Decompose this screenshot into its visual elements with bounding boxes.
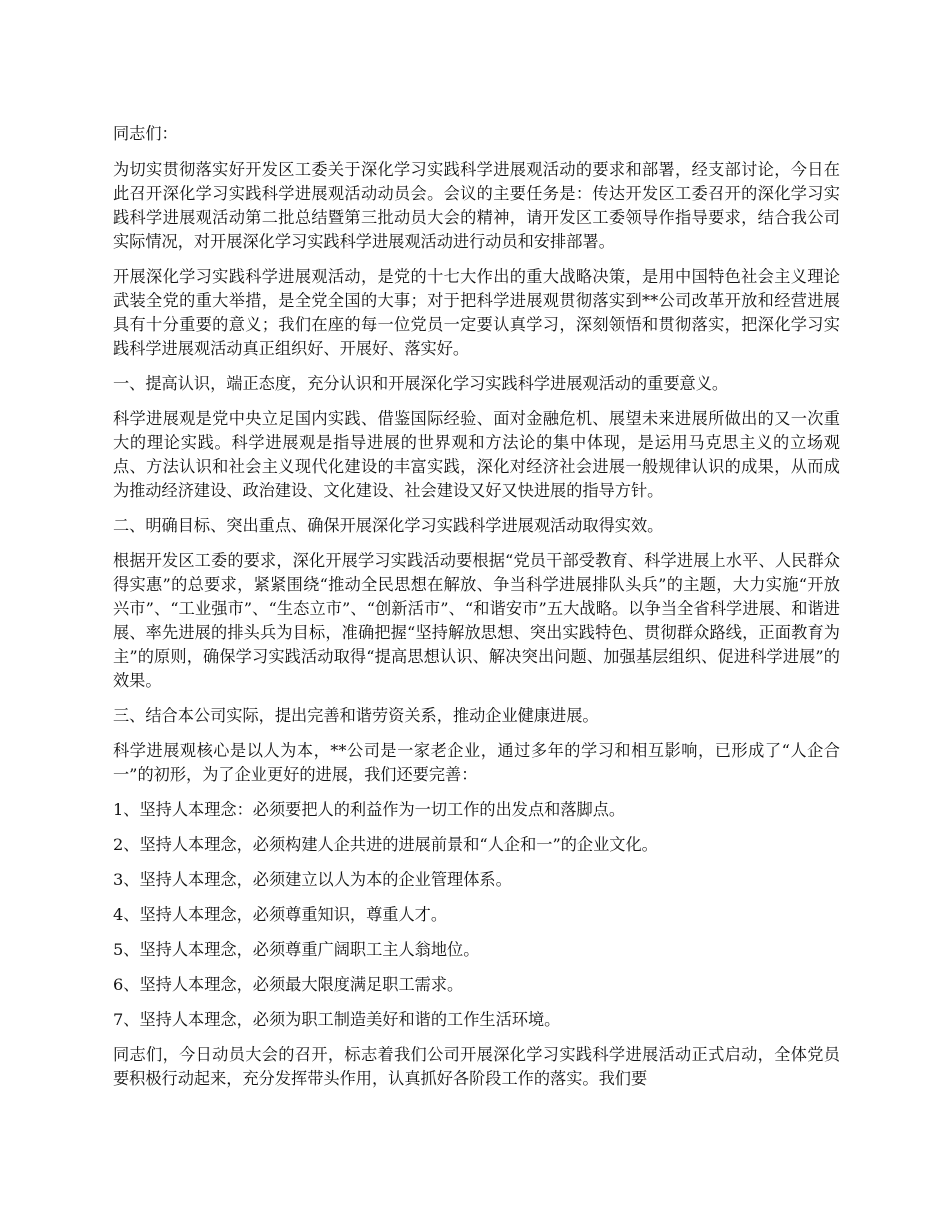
paragraph-intro: 为切实贯彻落实好开发区工委关于深化学习实践科学进展观活动的要求和部署，经支部讨论，今日在此召开深化学习实践科学进展观活动动员会。会议的主要任务是：传达开发区工委召开的深化学习实践科学进展观活动第二批总结暨第三批动员大会的精神，请开发区工委领导作指导要求，结合我公司实际情况，对开展深化学习实践科学进展观活动进行动员和安排部署。 (113, 160, 840, 251)
list-item: 4、坚持人本理念，必须尊重知识，尊重人才。 (113, 905, 448, 924)
paragraph-significance: 开展深化学习实践科学进展观活动，是党的十七大作出的重大战略决策，是用中国特色社会主义理论武装全党的重大举措，是全党全国的大事；对于把科学进展观贯彻落实到**公司改革开放和经营进展具有十分重要的意义；我们在座的每一位党员一定要认真学习，深刻领悟和贯彻落实，把深化学习实践科学进展观活动真正组织好、开展好、落实好。 (113, 267, 840, 358)
list-item: 1、坚持人本理念：必须要把人的利益作为一切工作的出发点和落脚点。 (113, 800, 626, 819)
section-heading-1: 一、提高认识，端正态度，充分认识和开展深化学习实践科学进展观活动的重要意义。 (113, 374, 729, 393)
greeting: 同志们： (113, 124, 178, 143)
document-body (113, 122, 840, 1102)
list-item: 7、坚持人本理念，必须为职工制造美好和谐的工作生活环境。 (113, 1010, 561, 1029)
paragraph-requirements: 根据开发区工委的要求，深化开展学习实践活动要根据“党员干部受教育、科学进展上水平、人民群众得实惠”的总要求，紧紧围绕“推动全民思想在解放、争当科学进展排队头兵”的主题，大力实施“开放兴市”、“工业强市”、“生态立市”、“创新活市”、“和谐安市”五大战略。以争当全省科学进展、和谐进展、率先进展的排头兵为目标，准确把握“坚持解放思想、突出实践特色、贯彻群众路线，正面教育为主”的原则，确保学习实践活动取得“提高思想认识、解决突出问题、加强基层组织、促进科学进展”的效果。 (113, 551, 840, 690)
paragraph-closing: 同志们，今日动员大会的召开，标志着我们公司开展深化学习实践科学进展活动正式启动，全体党员要积极行动起来，充分发挥带头作用，认真抓好各阶段工作的落实。我们要 (113, 1045, 840, 1088)
list-item: 3、坚持人本理念，必须建立以人为本的企业管理体系。 (113, 870, 512, 889)
paragraph-people-first: 科学进展观核心是以人为本，**公司是一家老企业，通过多年的学习和相互影响，已形成了“人企合一”的初形，为了企业更好的进展，我们还要完善： (113, 741, 840, 784)
list-item: 2、坚持人本理念，必须构建人企共进的进展前景和“人企和一”的企业文化。 (113, 835, 658, 854)
list-item: 5、坚持人本理念，必须尊重广阔职工主人翁地位。 (113, 940, 480, 959)
list-item: 6、坚持人本理念，必须最大限度满足职工需求。 (113, 975, 464, 994)
paragraph-theory: 科学进展观是党中央立足国内实践、借鉴国际经验、面对金融危机、展望未来进展所做出的又一次重大的理论实践。科学进展观是指导进展的世界观和方法论的集中体现，是运用马克思主义的立场观点、方法认识和社会主义现代化建设的丰富实践，深化对经济社会进展一般规律认识的成果，从而成为推动经济建设、政治建设、文化建设、社会建设又好又快进展的指导方针。 (113, 409, 840, 500)
section-heading-2: 二、明确目标、突出重点、确保开展深化学习实践科学进展观活动取得实效。 (113, 516, 664, 535)
section-heading-3: 三、结合本公司实际，提出完善和谐劳资关系，推动企业健康进展。 (113, 706, 599, 725)
